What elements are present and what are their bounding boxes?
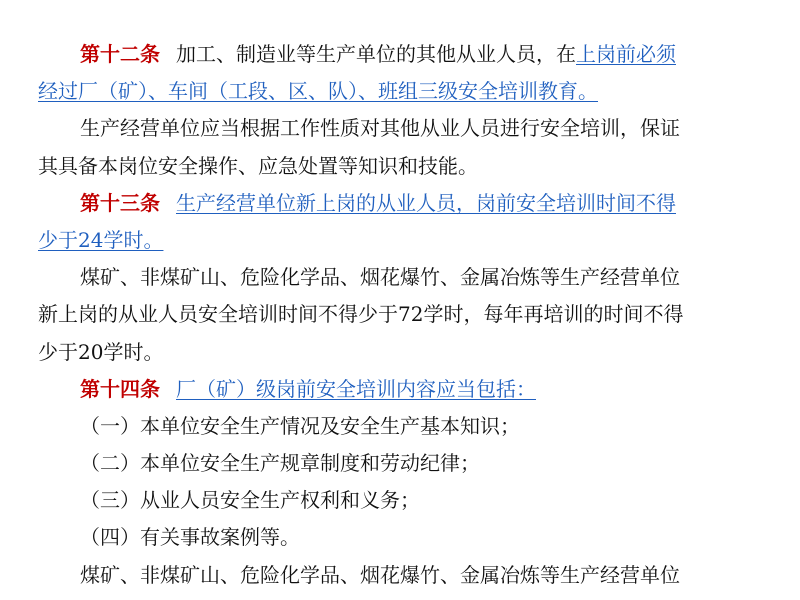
article-13-line-2 bbox=[38, 222, 764, 259]
article-12-highlight-2: 经过厂（矿）、车间（工段、区、队）、班组三级安全培训教育。 bbox=[38, 79, 598, 104]
article-14-item-text: （一）本单位安全生产情况及安全生产基本知识； bbox=[80, 413, 520, 438]
article-12-label: 第十二条 bbox=[80, 42, 160, 66]
para-12-text-2: 其具备本岗位安全操作、应急处置等知识和技能。 bbox=[38, 153, 478, 178]
para-14-text-1: 煤矿、非煤矿山、危险化学品、烟花爆竹、金属冶炼等生产经营单位 bbox=[80, 562, 680, 587]
para-12-line-1 bbox=[38, 110, 764, 147]
para-13-text-1: 煤矿、非煤矿山、危险化学品、烟花爆竹、金属冶炼等生产经营单位 bbox=[80, 265, 680, 290]
para-13-line-1 bbox=[38, 259, 764, 296]
article-12-line-2 bbox=[38, 73, 764, 110]
document-page bbox=[38, 36, 764, 594]
article-14-item-text: （二）本单位安全生产规章制度和劳动纪律； bbox=[80, 451, 480, 476]
article-13-highlight-1: 生产经营单位新上岗的从业人员，岗前安全培训时间不得 bbox=[176, 190, 676, 215]
para-13-text-3: 少于20学时。 bbox=[38, 339, 164, 364]
article-14-highlight: 厂（矿）级岗前安全培训内容应当包括： bbox=[176, 376, 536, 401]
para-13-line-3 bbox=[38, 334, 764, 371]
article-12-highlight-1: 上岗前必须 bbox=[576, 42, 676, 66]
article-14-item bbox=[38, 445, 764, 482]
article-12-line-1 bbox=[38, 36, 764, 73]
article-14-item-text: （四）有关事故案例等。 bbox=[80, 525, 300, 550]
article-14-line-1 bbox=[38, 371, 764, 408]
article-14-label: 第十四条 bbox=[80, 376, 160, 401]
para-12-line-2 bbox=[38, 148, 764, 185]
article-13-line-1 bbox=[38, 185, 764, 222]
article-14-item bbox=[38, 482, 764, 519]
article-13-label: 第十三条 bbox=[80, 190, 160, 215]
para-13-line-2 bbox=[38, 296, 764, 333]
article-12-text: 加工、制造业等生产单位的其他从业人员，在 bbox=[176, 42, 576, 66]
para-13-text-2: 新上岗的从业人员安全培训时间不得少于72学时，每年再培训的时间不得 bbox=[38, 302, 684, 327]
article-14-item-text: （三）从业人员安全生产权利和义务； bbox=[80, 488, 420, 513]
para-14-line-1 bbox=[38, 557, 764, 594]
para-12-text-1: 生产经营单位应当根据工作性质对其他从业人员进行安全培训，保证 bbox=[80, 116, 680, 141]
article-14-item bbox=[38, 519, 764, 556]
article-13-highlight-2: 少于24学时。 bbox=[38, 227, 164, 252]
article-14-item bbox=[38, 408, 764, 445]
